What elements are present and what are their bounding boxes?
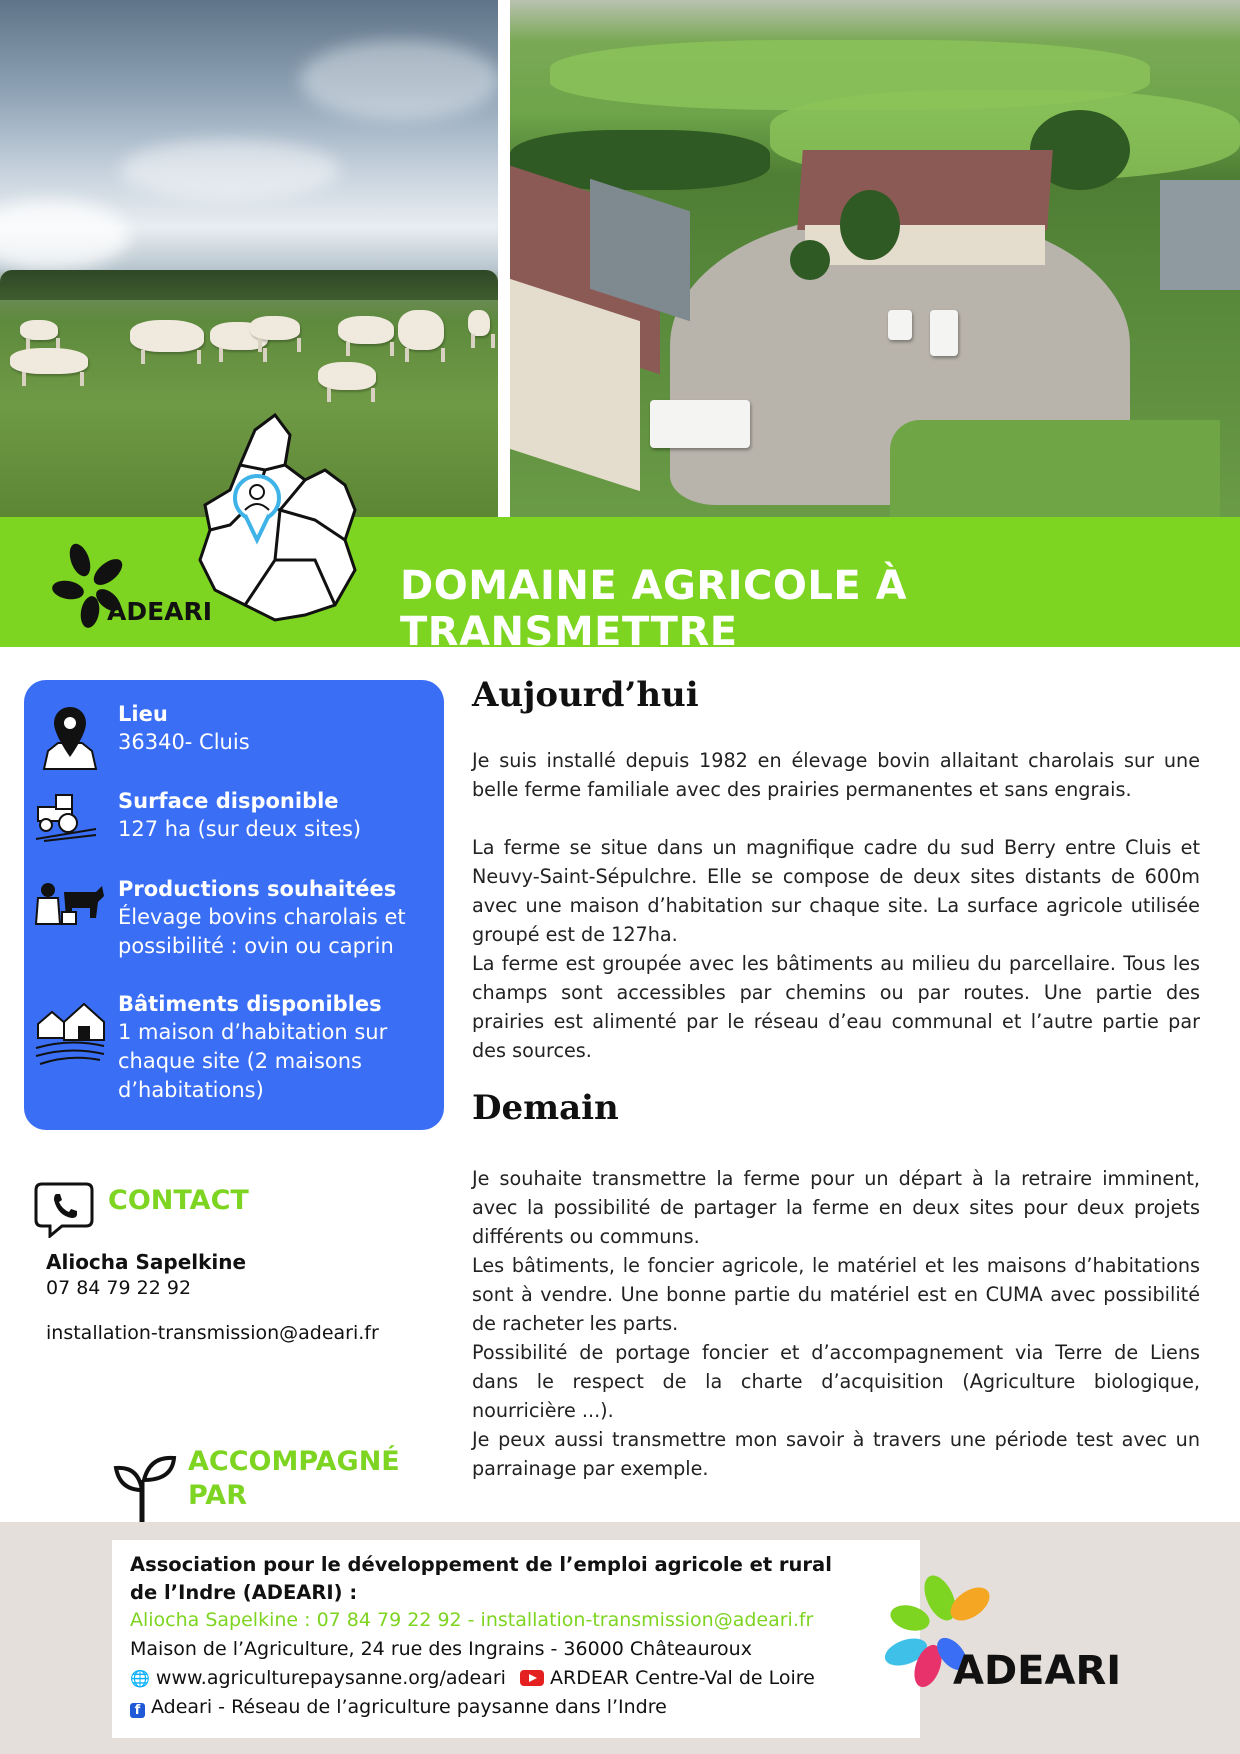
info-lieu xyxy=(118,700,418,757)
batiments-label: Bâtiments disponibles xyxy=(118,992,382,1016)
adeari-logo-text: ADEARI xyxy=(107,597,213,626)
footer-youtube-row xyxy=(520,1667,815,1689)
facebook-icon: f xyxy=(130,1703,145,1718)
footer-logo-text: ADEARI xyxy=(953,1648,1122,1694)
demain-paragraph: Je souhaite transmettre la ferme pour un départ à la retraire imminent, avec la possibilité de partager la ferme en deux sites pour deux projets différents ou communs. xyxy=(472,1167,1200,1248)
lieu-label: Lieu xyxy=(118,702,168,726)
productions-value: Élevage bovins charolais et possibilité : ovin ou caprin xyxy=(118,905,406,958)
page-title: DOMAINE AGRICOLE À TRANSMETTRE xyxy=(400,563,908,655)
phone-chat-icon xyxy=(34,1180,94,1238)
productions-label: Productions souhaitées xyxy=(118,877,397,901)
demain-text xyxy=(472,1164,1200,1483)
contact-phone[interactable]: 07 84 79 22 92 xyxy=(46,1277,192,1299)
farm-buildings-icon xyxy=(34,998,106,1066)
lieu-value: 36340- Cluis xyxy=(118,730,250,754)
contact-name: Aliocha Sapelkine xyxy=(46,1250,247,1274)
globe-icon: 🌐 xyxy=(130,1669,150,1688)
location-map-icon xyxy=(42,703,98,771)
info-productions xyxy=(118,875,418,961)
footer-org-line2: de l’Indre (ADEARI) : xyxy=(130,1581,358,1604)
aujourdhui-paragraph: La ferme se situe dans un magnifique cadre du sud Berry entre Cluis et Neuvy-Saint-Sépulchre. Elle se compose de deux sites distants de 600m avec une maison d’habitation sur chaque site. La surface agricole utilisée groupé est de 127ha. xyxy=(472,836,1200,946)
batiments-value: 1 maison d’habitation sur chaque site (2 maisons d’habitations) xyxy=(118,1020,388,1102)
footer-website-row xyxy=(130,1667,506,1689)
aujourdhui-paragraph: Je suis installé depuis 1982 en élevage bovin allaitant charolais sur une belle ferme familiale avec des prairies permanentes et sans engrais. xyxy=(472,749,1200,801)
contact-title: CONTACT xyxy=(108,1185,249,1216)
surface-label: Surface disponible xyxy=(118,789,339,813)
demain-heading: Demain xyxy=(472,1088,619,1128)
farm-aerial-photo xyxy=(510,0,1240,517)
footer-youtube[interactable]: ARDEAR Centre-Val de Loire xyxy=(550,1667,815,1689)
info-batiments xyxy=(118,990,418,1105)
aujourdhui-paragraph: La ferme est groupée avec les bâtiments au milieu du parcellaire. Tous les champs sont accessibles par chemins ou par routes. Une partie des prairies est alimenté par le réseau d’eau communal et l’autre partie par des sources. xyxy=(472,952,1200,1062)
footer-facebook[interactable]: Adeari - Réseau de l’agriculture paysanne dans l’Indre xyxy=(151,1696,667,1718)
footer-website[interactable]: www.agriculturepaysanne.org/adeari xyxy=(155,1667,506,1689)
footer-facebook-row xyxy=(130,1696,667,1718)
info-surface xyxy=(118,787,418,844)
youtube-icon xyxy=(520,1670,544,1686)
tractor-icon xyxy=(34,793,98,843)
aujourdhui-text xyxy=(472,746,1200,1065)
footer-org-line1: Association pour le développement de l’emploi agricole et rural xyxy=(130,1553,832,1576)
demain-paragraph: Je peux aussi transmettre mon savoir à travers une période test avec un parrainage par exemple. xyxy=(472,1428,1200,1480)
footer-address: Maison de l’Agriculture, 24 rue des Ingrains - 36000 Châteauroux xyxy=(130,1638,752,1660)
livestock-produce-icon xyxy=(34,878,106,926)
surface-value: 127 ha (sur deux sites) xyxy=(118,817,362,841)
accompagne-title: ACCOMPAGNÉ PAR xyxy=(188,1446,400,1511)
footer-contact-line[interactable]: Aliocha Sapelkine : 07 84 79 22 92 - installation-transmission@adeari.fr xyxy=(130,1609,814,1631)
aujourdhui-heading: Aujourd’hui xyxy=(472,675,699,715)
contact-email[interactable]: installation-transmission@adeari.fr xyxy=(46,1322,379,1344)
demain-paragraph: Possibilité de portage foncier et d’accompagnement via Terre de Liens dans le respect de la charte d’acquisition (Agriculture biologique, nourricière ...). xyxy=(472,1341,1200,1422)
demain-paragraph: Les bâtiments, le foncier agricole, le matériel et les maisons d’habitations sont à vendre. Une bonne partie du matériel est en CUMA avec possibilité de racheter les parts. xyxy=(472,1254,1200,1335)
department-map-icon xyxy=(195,410,370,625)
